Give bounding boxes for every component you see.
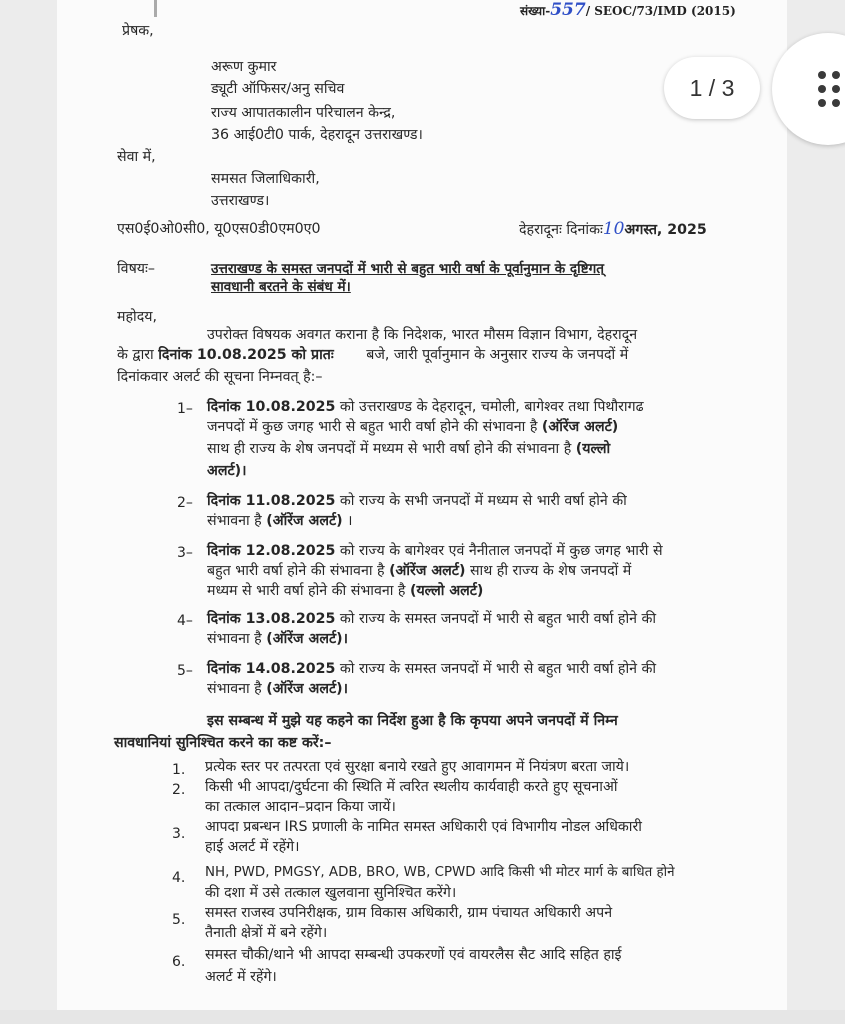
precaution-number: 4. <box>172 870 186 886</box>
sender-designation: ड्यूटी ऑफिसर/अनु सचिव <box>211 81 345 97</box>
forecast-line <box>207 440 610 458</box>
recipient-label: सेवा में, <box>117 149 156 165</box>
forecast-text: को राज्य के बागेश्वर एवं नैनीताल जनपदों में कुछ जगह भारी से <box>339 543 663 559</box>
ref-suffix: / SEOC/73/IMD (2015) <box>585 4 736 18</box>
intro-part-b: दिनांक 10.08.2025 को प्रातः <box>158 347 334 363</box>
reference-number <box>520 0 736 20</box>
directive-line-1: इस सम्बन्ध में मुझे यह कहने का निर्देश हुआ है कि कृपया अपने जनपदों में निम्न <box>207 713 618 729</box>
salutation: महोदय, <box>117 309 157 325</box>
forecast-line <box>207 398 644 416</box>
forecast-text: जनपदों में कुछ जगह भारी से बहुत भारी वर्षा होने की संभावना है <box>207 419 538 435</box>
forecast-date: दिनांक 10.08.2025 <box>207 399 336 415</box>
precaution-text: अलर्ट में रहेंगे। <box>205 969 277 985</box>
forecast-date: दिनांक 12.08.2025 <box>207 543 336 559</box>
intro-line-2 <box>117 346 628 364</box>
forecast-text: साथ ही राज्य के शेष जनपदों में <box>469 563 632 579</box>
precaution-text: की दशा में उसे तत्काल खुलवाना सुनिश्चित करेंगे। <box>205 885 457 901</box>
forecast-number: 4– <box>177 613 193 629</box>
intro-part-c: बजे, जारी पूर्वानुमान के अनुसार राज्य के जनपदों में <box>366 347 629 363</box>
scan-mark <box>154 0 157 17</box>
ref-label: संख्या- <box>520 4 551 18</box>
precaution-text: समस्त चौकी/थाने भी आपदा सम्बन्धी उपकरणों एवं वायरलैस सैट आदि सहित हाई <box>205 947 622 963</box>
forecast-text: । <box>347 513 353 529</box>
forecast-text: साथ ही राज्य के शेष जनपदों में मध्यम से भारी वर्षा होने की संभावना है <box>207 441 572 457</box>
forecast-line: अलर्ट)। <box>207 463 247 479</box>
date-prefix: देहरादूनः दिनांकः <box>519 222 603 238</box>
forecast-number: 5– <box>177 663 193 679</box>
sender-address: 36 आई0टी0 पार्क, देहरादून उत्तराखण्ड। <box>211 127 423 143</box>
directive-line-2: सावधानियां सुनिश्चित करने का कष्ट करें:– <box>114 735 332 751</box>
alert-level: (ऑरेंज अलर्ट) <box>266 513 343 529</box>
precaution-number: 2. <box>172 782 186 798</box>
forecast-date: दिनांक 11.08.2025 <box>207 493 336 509</box>
precaution-number: 6. <box>172 954 186 970</box>
sender-label: प्रेषक, <box>122 23 154 39</box>
forecast-text: मध्यम से भारी वर्षा होने की संभावना है <box>207 583 406 599</box>
viewer-background <box>0 1010 845 1024</box>
forecast-line <box>207 542 663 560</box>
precaution-text: का तत्काल आदान–प्रदान किया जायें। <box>205 799 396 815</box>
forecast-line <box>207 582 483 600</box>
date-handwritten: 10 <box>602 219 625 239</box>
forecast-date: दिनांक 14.08.2025 <box>207 661 336 677</box>
forecast-date: दिनांक 13.08.2025 <box>207 611 336 627</box>
grid-dots-icon <box>818 71 842 107</box>
alert-level: (ऑरेंज अलर्ट)। <box>266 631 348 647</box>
forecast-text: संभावना है <box>207 681 262 697</box>
alert-level: (ऑरेंज अलर्ट) <box>389 563 466 579</box>
cc-line: एस0ई0ओ0सी0, यू0एस0डी0एम0ए0 <box>117 221 321 237</box>
forecast-text: संभावना है <box>207 631 262 647</box>
recipient-state: उत्तराखण्ड। <box>211 193 270 209</box>
forecast-text: को राज्य के सभी जनपदों में मध्यम से भारी वर्षा होने की <box>339 493 627 509</box>
intro-part-a: के द्वारा <box>117 347 154 363</box>
forecast-number: 3– <box>177 545 193 561</box>
precaution-text: प्रत्येक स्तर पर तत्परता एवं सुरक्षा बनाये रखते हुए आवागमन में नियंत्रण बरता जाये। <box>205 759 630 775</box>
forecast-number: 1– <box>177 401 193 417</box>
forecast-text: बहुत भारी वर्षा होने की संभावना है <box>207 563 385 579</box>
sender-name: अरूण कुमार <box>211 59 277 75</box>
sender-office: राज्य आपातकालीन परिचालन केन्द्र, <box>211 105 396 121</box>
document-page <box>57 0 787 1010</box>
alert-level: (यल्लो अलर्ट) <box>409 583 484 599</box>
precaution-number: 3. <box>172 826 186 842</box>
precaution-text: किसी भी आपदा/दुर्घटना की स्थिति में त्वरित स्थलीय कार्यवाही करते हुए सूचनाओं <box>205 779 618 795</box>
subject-line-1: उत्तराखण्ड के समस्त जनपदों में भारी से बहुत भारी वर्षा के पूर्वानुमान के दृष्टिगत् <box>211 261 604 277</box>
precaution-number: 1. <box>172 762 186 778</box>
precaution-text: आपदा प्रबन्धन IRS प्रणाली के नामित समस्त अधिकारी एवं विभागीय नोडल अधिकारी <box>205 819 642 835</box>
place-date <box>519 220 707 239</box>
ref-handwritten: 557 <box>550 0 586 20</box>
forecast-line <box>207 610 656 628</box>
precaution-text: NH, PWD, PMGSY, ADB, BRO, WB, CPWD आदि किसी भी मोटर मार्ग के बाधित होने <box>205 865 675 880</box>
page-indicator[interactable]: 1 / 3 <box>664 57 760 119</box>
forecast-line <box>207 492 627 510</box>
alert-level: (यल्लो <box>575 441 611 457</box>
forecast-line <box>207 418 618 436</box>
forecast-line <box>207 680 348 698</box>
subject-line-2: सावधानी बरतने के संबंध में। <box>211 279 351 295</box>
intro-line-1: उपरोक्त विषयक अवगत कराना है कि निदेशक, भारत मौसम विज्ञान विभाग, देहरादून <box>207 327 638 343</box>
subject-label: विषयः– <box>117 261 155 277</box>
precaution-number: 5. <box>172 912 186 928</box>
alert-level: (ऑरेंज अलर्ट)। <box>266 681 348 697</box>
forecast-line <box>207 512 353 530</box>
alert-level: (ऑरेंज अलर्ट) <box>541 419 619 435</box>
intro-line-3: दिनांकवार अलर्ट की सूचना निम्नवत् है:– <box>117 369 323 385</box>
forecast-text: को राज्य के समस्त जनपदों में भारी से बहुत भारी वर्षा होने की <box>339 661 657 677</box>
forecast-text: को उत्तराखण्ड के देहरादून, चमोली, बागेश्वर तथा पिथौरागढ <box>339 399 644 415</box>
forecast-line <box>207 660 656 678</box>
precaution-text: समस्त राजस्व उपनिरीक्षक, ग्राम विकास अधिकारी, ग्राम पंचायत अधिकारी अपने <box>205 905 613 921</box>
precaution-text: हाई अलर्ट में रहेंगे। <box>205 839 300 855</box>
forecast-text: को राज्य के समस्त जनपदों में भारी से बहुत भारी वर्षा होने की <box>339 611 657 627</box>
precaution-text: तैनाती क्षेत्रों में बने रहेंगे। <box>205 925 328 941</box>
forecast-number: 2– <box>177 495 193 511</box>
forecast-text: संभावना है <box>207 513 262 529</box>
recipient-name: समसत जिलाधिकारी, <box>211 171 320 187</box>
date-suffix: अगस्त, 2025 <box>624 222 707 238</box>
forecast-line <box>207 630 348 648</box>
forecast-line <box>207 562 631 580</box>
